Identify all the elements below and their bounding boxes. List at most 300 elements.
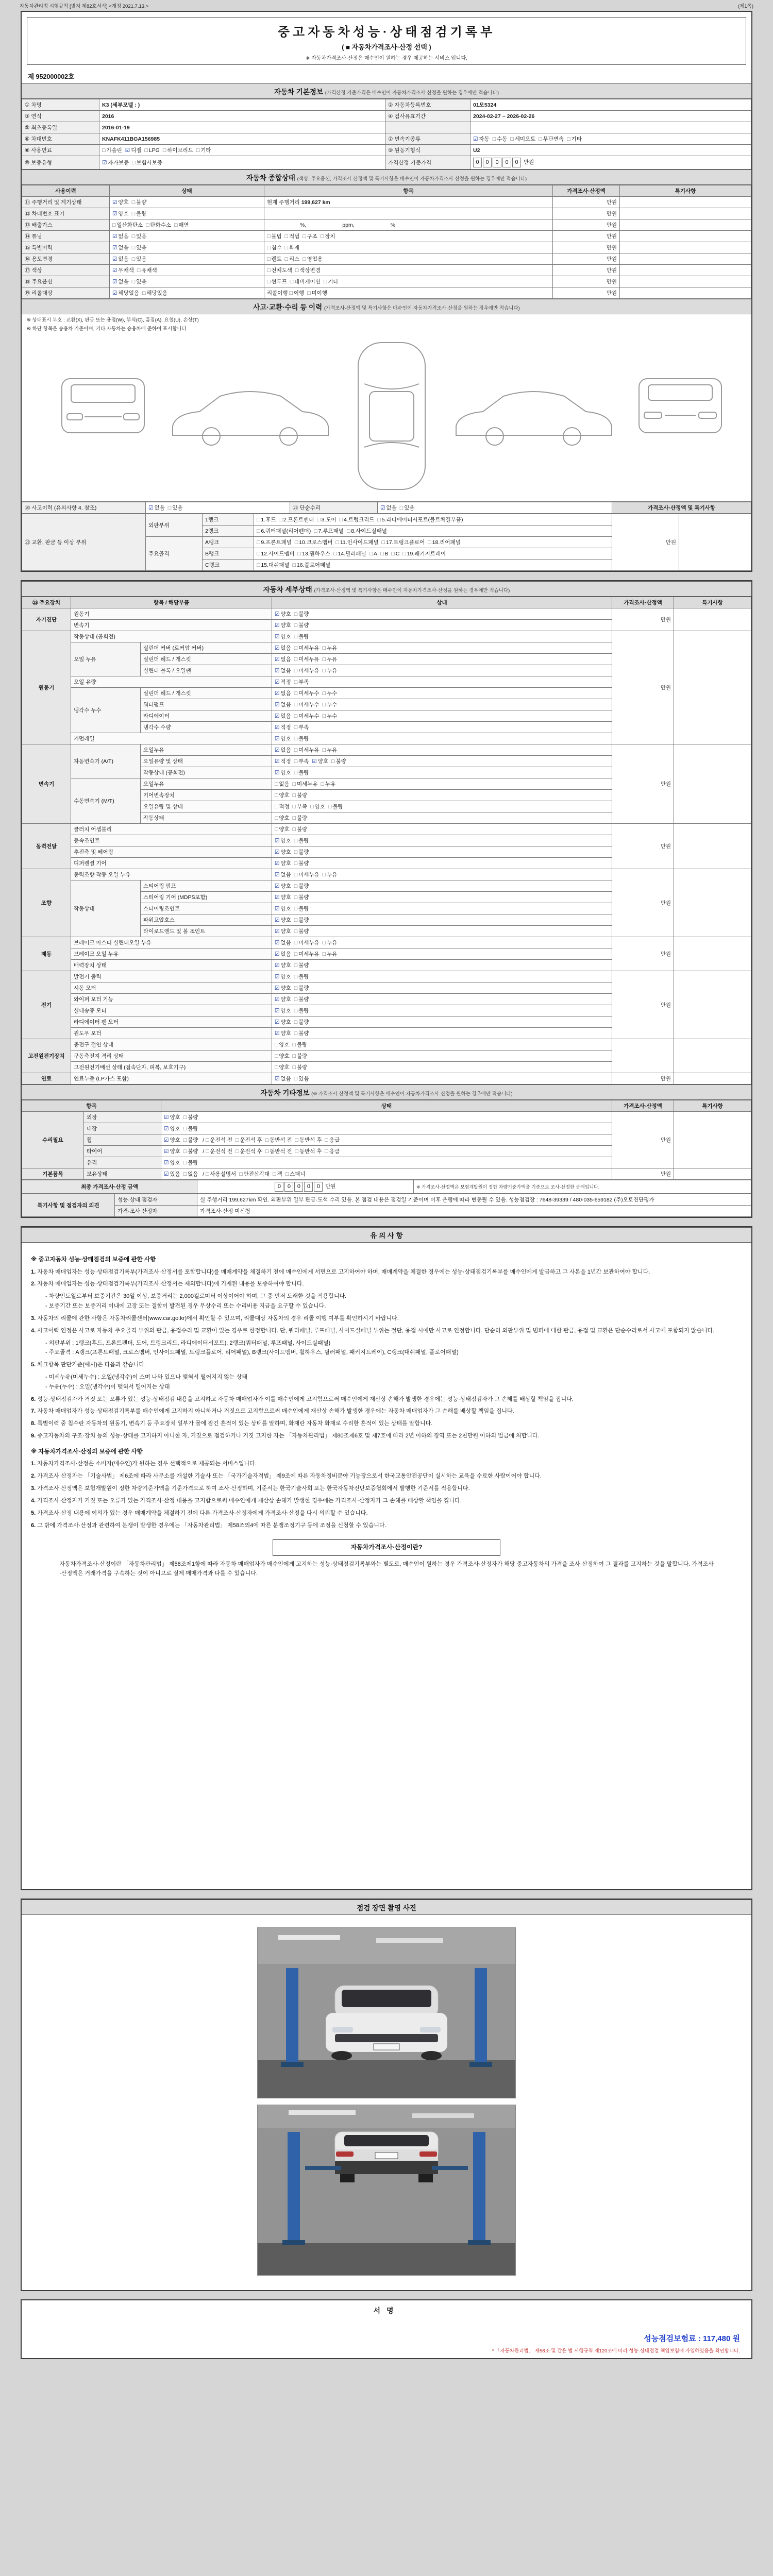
- checkbox-option-화재[interactable]: [285, 244, 300, 251]
- state-options: [110, 265, 264, 276]
- checkbox-option-LPG[interactable]: [145, 147, 160, 154]
- checkbox-option-디젤[interactable]: [125, 146, 142, 154]
- checkbox-checked-icon: ☑: [275, 770, 280, 776]
- checkbox-checked-icon: ☑: [380, 505, 385, 511]
- device-group-label: 연료: [22, 1073, 71, 1084]
- checkbox-option-운전석 후[interactable]: [236, 1147, 262, 1155]
- checkbox-empty-icon: □: [294, 736, 298, 742]
- checkbox-option-적정[interactable]: [275, 723, 291, 731]
- checkbox-option-렌트[interactable]: [267, 255, 282, 263]
- checkbox-option-불량[interactable]: [294, 984, 309, 992]
- note-cell: [620, 208, 751, 219]
- checkbox-option-누유[interactable]: [323, 871, 338, 878]
- checkbox-option-스패너[interactable]: [285, 1170, 306, 1178]
- checkbox-option-전체도색[interactable]: [267, 266, 292, 274]
- checkbox-empty-icon: □: [317, 517, 321, 523]
- checkbox-label: 7.루프패널: [318, 528, 344, 534]
- checkbox-option-보험사보증[interactable]: [132, 159, 162, 166]
- checkbox-label: 양호: [280, 985, 291, 991]
- checkbox-empty-icon: □: [294, 883, 298, 889]
- checkbox-option-썬루프[interactable]: [267, 278, 287, 285]
- checkbox-option-누유[interactable]: [323, 939, 338, 946]
- checkbox-option-미세누유[interactable]: [294, 950, 320, 958]
- column-header: 상태: [110, 185, 264, 197]
- checkbox-empty-icon: □: [294, 770, 298, 776]
- checkbox-label: 부족: [296, 804, 308, 810]
- state-options: [272, 699, 612, 710]
- checkbox-option-네비게이션[interactable]: [290, 278, 321, 285]
- checkbox-option-불량[interactable]: [294, 1029, 309, 1037]
- checkbox-option-기타[interactable]: [196, 146, 211, 154]
- checkbox-empty-icon: □: [294, 702, 298, 708]
- checkbox-option-자동[interactable]: [473, 135, 490, 143]
- checkbox-label: 누수: [326, 690, 338, 697]
- checkbox-label: 색상변경: [299, 267, 321, 274]
- checkbox-label: 불량: [298, 838, 309, 844]
- checkbox-option-양호[interactable]: [275, 882, 291, 890]
- checkbox-option-양호[interactable]: [275, 1029, 291, 1037]
- checkbox-option-불량[interactable]: [293, 1041, 308, 1048]
- checkbox-option-9.프론트패널[interactable]: [257, 538, 292, 546]
- checkbox-empty-icon: □: [322, 747, 326, 753]
- checkbox-label: 양호: [279, 792, 290, 799]
- checkbox-option-미세누수[interactable]: [294, 689, 320, 697]
- checkbox-option-자가보증[interactable]: [102, 159, 129, 166]
- checkbox-option-동반석 후[interactable]: [295, 1147, 322, 1155]
- state-options: [272, 790, 612, 801]
- checkbox-option-미세누유[interactable]: [294, 746, 320, 754]
- checkbox-option-없음[interactable]: [275, 746, 291, 754]
- checkbox-option-양호[interactable]: [275, 995, 291, 1003]
- signature-area[interactable]: [22, 2300, 751, 2358]
- checkbox-option-양호[interactable]: [275, 814, 290, 822]
- detail-options: [264, 287, 553, 299]
- checkbox-checked-icon: ☑: [275, 724, 280, 731]
- column-header: 사용이력: [22, 185, 110, 197]
- checkbox-label: 일산화탄소: [116, 222, 143, 228]
- checkbox-option-불량[interactable]: [293, 1052, 308, 1060]
- checkbox-option-이행[interactable]: [290, 289, 305, 297]
- state-options: [272, 846, 612, 858]
- checkbox-option-A[interactable]: [369, 551, 377, 557]
- checkbox-empty-icon: □: [167, 505, 172, 511]
- checkbox-option-불량[interactable]: [293, 814, 308, 822]
- checkbox-empty-icon: □: [323, 279, 327, 285]
- checkbox-option-불량[interactable]: [132, 198, 147, 206]
- checkbox-option-양호[interactable]: [275, 961, 291, 969]
- checkbox-empty-icon: □: [377, 517, 381, 523]
- checkbox-option-없음[interactable]: [275, 712, 291, 720]
- checkbox-option-미세누유[interactable]: [294, 667, 320, 674]
- checkbox-option-운전석 후[interactable]: [236, 1136, 262, 1144]
- checkbox-label: 불량: [188, 1126, 198, 1132]
- checkbox-option-없음[interactable]: [275, 950, 291, 958]
- checkbox-option-없음[interactable]: [112, 232, 129, 240]
- checkbox-option-없음[interactable]: [112, 255, 129, 263]
- checkbox-option-양호[interactable]: [275, 610, 291, 618]
- checkbox-option-있음[interactable]: [132, 255, 147, 263]
- checkbox-empty-icon: □: [567, 136, 570, 142]
- checkbox-option-8.사이드실패널[interactable]: [347, 527, 387, 535]
- checkbox-empty-icon: □: [333, 551, 337, 557]
- detail-options: [264, 242, 553, 253]
- checkbox-option-없음[interactable]: [275, 1075, 291, 1082]
- checkbox-option-누유[interactable]: [321, 780, 336, 788]
- checkbox-label: 불량: [298, 1019, 309, 1025]
- checkbox-option-양호[interactable]: [275, 859, 291, 867]
- checkbox-option-불량[interactable]: [294, 837, 309, 844]
- checkbox-option-운전석 전[interactable]: [206, 1147, 232, 1155]
- checkbox-option-19.패키지트레이[interactable]: [402, 550, 446, 557]
- checkbox-option-누수[interactable]: [323, 689, 338, 697]
- checkbox-option-응급[interactable]: [325, 1147, 340, 1155]
- outer-panel-label: 외판부위: [146, 514, 203, 537]
- checkbox-label: 양호: [280, 611, 291, 617]
- checkbox-label: 전체도색: [271, 267, 292, 274]
- checkbox-option-양호[interactable]: [275, 973, 291, 980]
- checkbox-option-양호[interactable]: [275, 621, 291, 629]
- checkbox-option-누유[interactable]: [323, 950, 338, 958]
- rank-items: [254, 526, 612, 537]
- checkbox-option-기타[interactable]: [324, 278, 339, 285]
- checkbox-label: 불량: [298, 974, 309, 980]
- checkbox-label: 잭: [277, 1171, 282, 1177]
- checkbox-option-있음[interactable]: [164, 1170, 180, 1178]
- item-label: 윈도우 모터: [71, 1028, 272, 1039]
- checkbox-option-양호[interactable]: [112, 210, 129, 217]
- checkbox-option-없음[interactable]: [275, 644, 291, 652]
- checkbox-label: 없음: [280, 1076, 291, 1082]
- checkbox-option-B[interactable]: [380, 551, 388, 557]
- checkbox-option-미세누유[interactable]: [293, 780, 318, 788]
- checkbox-option-누수[interactable]: [323, 701, 338, 708]
- checkbox-option-불량[interactable]: [294, 621, 309, 629]
- checkbox-option-불량[interactable]: [294, 995, 309, 1003]
- checkbox-option-양호[interactable]: [275, 1052, 290, 1060]
- final-price-note: ※ 가격조사·산정액은 보험개발원이 정한 차량기준가액을 기준으로 조사·산정한 금액입니다.: [414, 1180, 751, 1194]
- checkbox-option-없음[interactable]: [112, 278, 129, 285]
- checkbox-option-누유[interactable]: [323, 746, 338, 754]
- checkbox-empty-icon: □: [294, 645, 298, 651]
- checkbox-option-응급[interactable]: [325, 1136, 340, 1144]
- checkbox-option-불량[interactable]: [294, 769, 309, 776]
- checkbox-option-수동[interactable]: [493, 135, 508, 143]
- checkbox-option-잭[interactable]: [273, 1170, 282, 1178]
- state-options: [272, 824, 612, 835]
- checkbox-option-안전삼각대[interactable]: [239, 1170, 270, 1178]
- checkbox-checked-icon: ☑: [112, 267, 117, 274]
- checkbox-option-15.대쉬패널[interactable]: [257, 561, 290, 569]
- checkbox-option-18.리어패널[interactable]: [428, 538, 461, 546]
- checkbox-option-4.트렁크리드[interactable]: [340, 516, 375, 523]
- checkbox-option-11.인사이드패널[interactable]: [335, 538, 378, 546]
- checkbox-option-있음[interactable]: [400, 504, 415, 512]
- checkbox-option-양호[interactable]: [275, 633, 291, 640]
- checkbox-option-누유[interactable]: [323, 644, 338, 652]
- checkbox-option-동반석 전[interactable]: [265, 1136, 292, 1144]
- checkbox-option-양호[interactable]: [275, 905, 291, 912]
- digit-box: 0: [473, 158, 482, 167]
- checkbox-option-미이행[interactable]: [307, 289, 327, 297]
- checkbox-option-있음[interactable]: [294, 1075, 309, 1082]
- state-options: [161, 1123, 612, 1134]
- checkbox-option-불량[interactable]: [294, 893, 309, 901]
- checkbox-option-영업용[interactable]: [303, 255, 323, 263]
- checkbox-label: 불량: [296, 815, 308, 821]
- checkbox-option-C[interactable]: [391, 551, 399, 557]
- checkbox-option-불량[interactable]: [294, 927, 309, 935]
- checkbox-option-적법[interactable]: [285, 232, 300, 240]
- checkbox-option-양호[interactable]: [112, 198, 129, 206]
- checkbox-label: 8.사이드실패널: [351, 528, 387, 534]
- checkbox-option-일산화탄소[interactable]: [112, 221, 143, 229]
- checkbox-option-양호[interactable]: [275, 927, 291, 935]
- checkbox-option-불량[interactable]: [294, 1007, 309, 1014]
- checkbox-option-양호[interactable]: [275, 893, 291, 901]
- checkbox-label: 동반석 전: [270, 1148, 292, 1155]
- checkbox-option-없음[interactable]: [275, 780, 290, 788]
- simple-repair-options: [378, 502, 612, 514]
- checkbox-option-무채색[interactable]: [112, 266, 134, 274]
- checkbox-option-양호[interactable]: [275, 837, 291, 844]
- checkbox-option-불량[interactable]: [294, 882, 309, 890]
- checkbox-option-유채색[interactable]: [137, 266, 157, 274]
- device-group-label: 조향: [22, 869, 71, 937]
- checkbox-option-불량[interactable]: [183, 1136, 198, 1144]
- checkbox-option-하이브리드[interactable]: [163, 146, 193, 154]
- checkbox-option-누유[interactable]: [323, 655, 338, 663]
- checkbox-option-불량[interactable]: [293, 791, 308, 799]
- checkbox-label: 응급: [329, 1137, 340, 1143]
- checkbox-empty-icon: □: [294, 758, 298, 765]
- field-label: ⑥ 차대번호: [22, 133, 99, 145]
- checkbox-option-있음[interactable]: [168, 504, 183, 512]
- checkbox-option-장치[interactable]: [321, 232, 335, 240]
- checkbox-empty-icon: □: [294, 974, 298, 980]
- checkbox-option-부족[interactable]: [294, 757, 309, 765]
- checkbox-option-12.사이드멤버[interactable]: [257, 550, 295, 557]
- checkbox-option-동반석 후[interactable]: [295, 1136, 322, 1144]
- checkbox-option-적정[interactable]: [275, 678, 291, 686]
- panel-photos: [21, 1899, 752, 2291]
- checkbox-checked-icon: ☑: [275, 860, 280, 867]
- checkbox-option-6.쿼터패널(리어펜더)[interactable]: [257, 527, 311, 535]
- checkbox-option-불량[interactable]: [132, 210, 147, 217]
- checkbox-option-침수[interactable]: [267, 244, 282, 251]
- checkbox-option-가솔린[interactable]: [102, 146, 122, 154]
- checkbox-option-탄화수소[interactable]: [146, 221, 171, 229]
- checkbox-option-5.라디에이터서포트(볼트체결부품)[interactable]: [377, 516, 463, 523]
- checkbox-option-불량[interactable]: [294, 859, 309, 867]
- digit-box: 0: [304, 1182, 313, 1192]
- item-label: 고전원전기배선 상태 (접속단자, 피복, 보호기구): [71, 1062, 272, 1073]
- field-value-text: 2016: [102, 113, 114, 120]
- checkbox-option-미세누유[interactable]: [294, 939, 320, 946]
- checkbox-option-불법[interactable]: [267, 232, 282, 240]
- checkbox-option-양호[interactable]: [164, 1136, 180, 1144]
- checkbox-option-양호[interactable]: [164, 1113, 180, 1121]
- service-note: ※ 자동차가격조사·산정은 매수인이 원하는 경우 제공하는 서비스 입니다.: [305, 56, 468, 61]
- device-group-label: 원동기: [22, 631, 71, 744]
- checkbox-option-적정[interactable]: [275, 803, 290, 810]
- checkbox-option-미세누유[interactable]: [294, 644, 320, 652]
- checkbox-option-없음[interactable]: [112, 244, 129, 251]
- item-label: 유리: [84, 1157, 161, 1168]
- checkbox-label: 없음: [280, 940, 291, 946]
- field-label: ① 차명: [22, 99, 99, 111]
- checkbox-option-없음[interactable]: [275, 871, 291, 878]
- checkbox-option-양호[interactable]: [164, 1125, 180, 1132]
- checkbox-label: 적정: [280, 679, 291, 685]
- item-label: 오일누유: [141, 778, 272, 790]
- checkbox-option-불량[interactable]: [294, 848, 309, 856]
- checkbox-option-양호[interactable]: [275, 984, 291, 992]
- state-options: [272, 733, 612, 744]
- checkbox-option-7.루프패널[interactable]: [314, 527, 344, 535]
- checkbox-option-17.트렁크플로어[interactable]: [382, 538, 425, 546]
- checkbox-option-없음[interactable]: [275, 701, 291, 708]
- checkbox-option-적정[interactable]: [275, 757, 291, 765]
- checkbox-option-불량[interactable]: [294, 916, 309, 924]
- checkbox-empty-icon: □: [322, 702, 326, 708]
- checkbox-option-불량[interactable]: [183, 1113, 198, 1121]
- checkbox-option-불량[interactable]: [183, 1159, 198, 1166]
- checkbox-option-양호[interactable]: [275, 848, 291, 856]
- checkbox-empty-icon: □: [131, 211, 136, 217]
- checkbox-option-미세누유[interactable]: [294, 655, 320, 663]
- field-value-text: 2024-02-27 ~ 2026-02-26: [473, 113, 535, 120]
- checkbox-option-13.휠하우스[interactable]: [298, 550, 331, 557]
- checkbox-option-기타[interactable]: [567, 135, 582, 143]
- checkbox-empty-icon: □: [402, 551, 406, 557]
- checkbox-option-양호[interactable]: [275, 791, 290, 799]
- checkbox-empty-icon: □: [322, 668, 326, 674]
- checkbox-option-양호[interactable]: [275, 1018, 291, 1026]
- document-title: 중고자동차성능·상태점검기록부: [277, 25, 496, 39]
- checkbox-option-없음[interactable]: [380, 504, 397, 512]
- checkbox-option-불량[interactable]: [294, 610, 309, 618]
- checkbox-option-리스[interactable]: [285, 255, 300, 263]
- checkbox-option-누유[interactable]: [323, 667, 338, 674]
- checkbox-option-불량[interactable]: [294, 1018, 309, 1026]
- checkbox-option-매연[interactable]: [174, 221, 189, 229]
- item-label: 발전기 출력: [71, 971, 272, 982]
- checkbox-option-양호[interactable]: [164, 1159, 180, 1166]
- checkbox-option-3.도어[interactable]: [317, 516, 336, 523]
- checkbox-label: 양호: [279, 1053, 290, 1059]
- checkbox-option-부족[interactable]: [294, 678, 309, 686]
- checkbox-option-있음[interactable]: [132, 232, 147, 240]
- checkbox-checked-icon: ☑: [275, 702, 280, 708]
- checkbox-option-사용설명서[interactable]: [206, 1170, 236, 1178]
- checkbox-option-없음[interactable]: [148, 504, 165, 512]
- checkbox-option-불량[interactable]: [293, 825, 308, 833]
- checkbox-option-해당있음[interactable]: [142, 289, 167, 297]
- checkbox-option-불량[interactable]: [183, 1125, 198, 1132]
- checkbox-option-불량[interactable]: [294, 961, 309, 969]
- checkbox-option-16.플로어패널[interactable]: [293, 561, 331, 569]
- checkbox-option-미세누유[interactable]: [294, 871, 320, 878]
- item-label: 냉각수 수량: [141, 722, 272, 733]
- checkbox-empty-icon: □: [346, 528, 350, 534]
- checkbox-option-양호[interactable]: [275, 1063, 290, 1071]
- checkbox-option-무단변속[interactable]: [539, 135, 564, 143]
- checkbox-label: 불량: [298, 611, 309, 617]
- checkbox-label: 16.플로어패널: [296, 562, 331, 568]
- checkbox-option-없음[interactable]: [183, 1170, 198, 1178]
- checkbox-option-있음[interactable]: [132, 244, 147, 251]
- checkbox-option-양호[interactable]: [275, 1041, 290, 1048]
- checkbox-label: 부족: [298, 724, 309, 731]
- checkbox-option-양호[interactable]: [310, 803, 325, 810]
- checkbox-option-부족[interactable]: [294, 723, 309, 731]
- checkbox-option-구조[interactable]: [303, 232, 317, 240]
- checkbox-label: 해당없음: [118, 290, 139, 296]
- checkbox-option-불량[interactable]: [183, 1147, 198, 1155]
- checkbox-option-있음[interactable]: [132, 278, 147, 285]
- checkbox-option-불량[interactable]: [294, 905, 309, 912]
- checkbox-label: 누유: [326, 872, 338, 878]
- checkbox-empty-icon: □: [235, 1148, 239, 1155]
- checkbox-empty-icon: □: [279, 517, 282, 523]
- checkbox-checked-icon: ☑: [164, 1171, 169, 1177]
- checkbox-option-양호[interactable]: [275, 825, 290, 833]
- document-header: [27, 17, 746, 65]
- checkbox-option-색상변경[interactable]: [295, 266, 321, 274]
- checkbox-option-불량[interactable]: [293, 1063, 308, 1071]
- checkbox-label: 양호: [280, 622, 291, 629]
- checkbox-option-양호[interactable]: [275, 735, 291, 742]
- checkbox-option-세미오토[interactable]: [510, 135, 535, 143]
- checkbox-option-누수[interactable]: [323, 712, 338, 720]
- field-value: [99, 111, 385, 122]
- checkbox-option-양호[interactable]: [275, 1007, 291, 1014]
- price-cell: 만원: [553, 287, 620, 299]
- checkbox-option-운전석 전[interactable]: [206, 1136, 232, 1144]
- checkbox-option-동반석 전[interactable]: [265, 1147, 292, 1155]
- checkbox-option-14.필러패널[interactable]: [333, 550, 366, 557]
- checkbox-option-없음[interactable]: [275, 689, 291, 697]
- checkbox-option-불량[interactable]: [294, 735, 309, 742]
- checkbox-option-양호[interactable]: [164, 1147, 180, 1155]
- checkbox-option-2.프론트펜더[interactable]: [279, 516, 314, 523]
- checkbox-option-해당없음[interactable]: [112, 289, 139, 297]
- state-options: [272, 608, 612, 620]
- checkbox-empty-icon: □: [196, 147, 200, 154]
- checkbox-option-없음[interactable]: [275, 667, 291, 674]
- checkbox-option-불량[interactable]: [294, 973, 309, 980]
- checkbox-option-불량[interactable]: [328, 803, 343, 810]
- checkbox-option-불량[interactable]: [294, 633, 309, 640]
- checkbox-label: 보험사보증: [136, 160, 163, 166]
- checkbox-option-부족[interactable]: [293, 803, 308, 810]
- checkbox-checked-icon: ☑: [275, 758, 280, 765]
- checkbox-option-양호[interactable]: [275, 916, 291, 924]
- checkbox-option-양호[interactable]: [312, 757, 328, 765]
- checkbox-option-없음[interactable]: [275, 655, 291, 663]
- checkbox-label: 동반석 후: [299, 1137, 322, 1143]
- checkbox-label: 누유: [326, 951, 338, 957]
- state-options: [272, 801, 612, 812]
- checkbox-option-양호[interactable]: [275, 769, 291, 776]
- checkbox-option-10.크로스멤버[interactable]: [295, 538, 333, 546]
- checkbox-option-미세누수[interactable]: [294, 701, 320, 708]
- item-label: 실내송풍 모터: [71, 1005, 272, 1016]
- checkbox-option-불량[interactable]: [331, 757, 346, 765]
- checkbox-option-미세누수[interactable]: [294, 712, 320, 720]
- checkbox-option-없음[interactable]: [275, 939, 291, 946]
- checkbox-option-1.후드[interactable]: [257, 516, 276, 523]
